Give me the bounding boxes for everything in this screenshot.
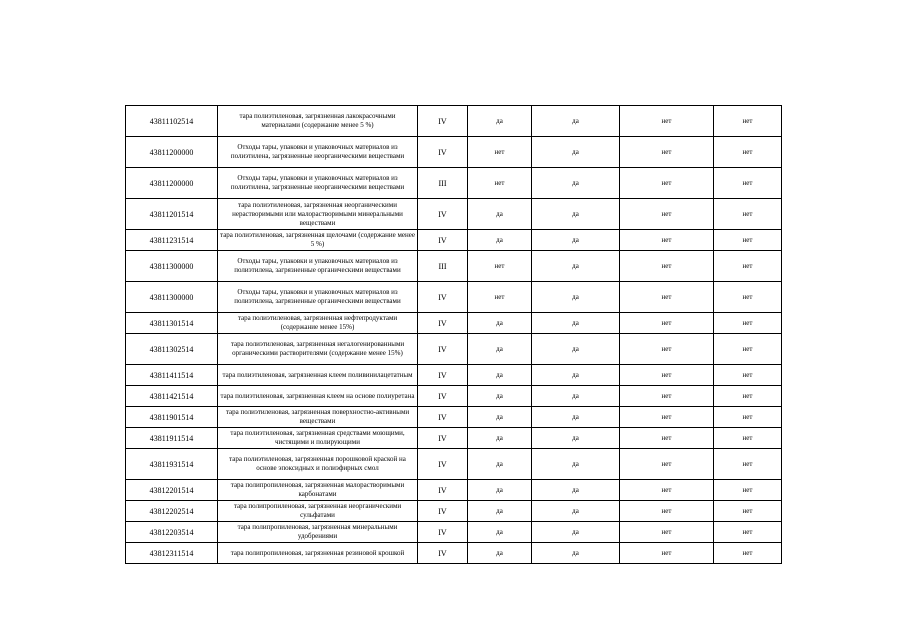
flag-cell-7: нет <box>714 449 782 480</box>
waste-code-cell: 43811201514 <box>126 199 218 230</box>
hazard-class-cell: IV <box>418 449 468 480</box>
flag-cell-5: да <box>532 199 620 230</box>
flag-cell-5: да <box>532 282 620 313</box>
flag-cell-4: нет <box>468 137 532 168</box>
waste-name-cell: тара полиэтиленовая, загрязненная клеем поливинилацетатным <box>218 365 418 386</box>
flag-cell-5: да <box>532 230 620 251</box>
flag-cell-7: нет <box>714 106 782 137</box>
hazard-class-cell: IV <box>418 522 468 543</box>
flag-cell-4: да <box>468 407 532 428</box>
flag-cell-6: нет <box>620 137 714 168</box>
flag-cell-7: нет <box>714 522 782 543</box>
table-row <box>126 251 782 282</box>
flag-cell-5: да <box>532 449 620 480</box>
waste-name-cell: Отходы тары, упаковки и упаковочных материалов из полиэтилена, загрязненные органическими веществами <box>218 282 418 313</box>
flag-cell-4: да <box>468 386 532 407</box>
waste-name-cell: тара полиэтиленовая, загрязненная порошковой краской на основе эпоксидных и полиэфирных смол <box>218 449 418 480</box>
flag-cell-5: да <box>532 137 620 168</box>
waste-name-cell: Отходы тары, упаковки и упаковочных материалов из полиэтилена, загрязненные неорганическими веществами <box>218 137 418 168</box>
waste-name-cell: Отходы тары, упаковки и упаковочных материалов из полиэтилена, загрязненные неорганическими веществами <box>218 168 418 199</box>
flag-cell-6: нет <box>620 449 714 480</box>
flag-cell-6: нет <box>620 543 714 564</box>
flag-cell-7: нет <box>714 543 782 564</box>
waste-code-cell: 43811911514 <box>126 428 218 449</box>
flag-cell-6: нет <box>620 501 714 522</box>
hazard-class-cell: IV <box>418 334 468 365</box>
flag-cell-5: да <box>532 251 620 282</box>
flag-cell-7: нет <box>714 230 782 251</box>
waste-table-body <box>126 106 782 564</box>
waste-code-cell: 43812201514 <box>126 480 218 501</box>
flag-cell-6: нет <box>620 251 714 282</box>
table-row <box>126 522 782 543</box>
hazard-class-cell: III <box>418 168 468 199</box>
flag-cell-6: нет <box>620 334 714 365</box>
flag-cell-7: нет <box>714 428 782 449</box>
flag-cell-6: нет <box>620 313 714 334</box>
flag-cell-4: нет <box>468 282 532 313</box>
table-row <box>126 106 782 137</box>
waste-name-cell: Отходы тары, упаковки и упаковочных материалов из полиэтилена, загрязненные органическими веществами <box>218 251 418 282</box>
hazard-class-cell: IV <box>418 407 468 428</box>
waste-code-cell: 43811102514 <box>126 106 218 137</box>
flag-cell-6: нет <box>620 428 714 449</box>
waste-code-cell: 43811301514 <box>126 313 218 334</box>
waste-name-cell: тара полиэтиленовая, загрязненная нефтепродуктами (содержание менее 15%) <box>218 313 418 334</box>
table-row <box>126 543 782 564</box>
waste-code-cell: 43811931514 <box>126 449 218 480</box>
flag-cell-7: нет <box>714 168 782 199</box>
flag-cell-5: да <box>532 334 620 365</box>
flag-cell-5: да <box>532 386 620 407</box>
flag-cell-5: да <box>532 501 620 522</box>
flag-cell-5: да <box>532 543 620 564</box>
table-row <box>126 334 782 365</box>
waste-name-cell: тара полиэтиленовая, загрязненная средствами моющими, чистящими и полирующими <box>218 428 418 449</box>
flag-cell-5: да <box>532 428 620 449</box>
hazard-class-cell: III <box>418 251 468 282</box>
waste-code-cell: 43812202514 <box>126 501 218 522</box>
table-row <box>126 199 782 230</box>
waste-name-cell: тара полиэтиленовая, загрязненная неорганическими нерастворимыми или малорастворимыми минеральными веществами <box>218 199 418 230</box>
waste-name-cell: тара полиэтиленовая, загрязненная щелочами (содержание менее 5 %) <box>218 230 418 251</box>
flag-cell-6: нет <box>620 480 714 501</box>
flag-cell-4: да <box>468 501 532 522</box>
flag-cell-7: нет <box>714 334 782 365</box>
flag-cell-4: да <box>468 480 532 501</box>
hazard-class-cell: IV <box>418 313 468 334</box>
hazard-class-cell: IV <box>418 137 468 168</box>
table-row <box>126 407 782 428</box>
flag-cell-5: да <box>532 522 620 543</box>
table-row <box>126 365 782 386</box>
flag-cell-5: да <box>532 106 620 137</box>
hazard-class-cell: IV <box>418 365 468 386</box>
waste-name-cell: тара полиэтиленовая, загрязненная поверхностно-активными веществами <box>218 407 418 428</box>
table-row <box>126 282 782 313</box>
waste-code-cell: 43811421514 <box>126 386 218 407</box>
flag-cell-7: нет <box>714 365 782 386</box>
flag-cell-6: нет <box>620 168 714 199</box>
table-row <box>126 386 782 407</box>
waste-code-cell: 43811200000 <box>126 137 218 168</box>
flag-cell-5: да <box>532 480 620 501</box>
table-row <box>126 449 782 480</box>
table-row <box>126 313 782 334</box>
flag-cell-7: нет <box>714 501 782 522</box>
flag-cell-6: нет <box>620 282 714 313</box>
hazard-class-cell: IV <box>418 282 468 313</box>
flag-cell-4: нет <box>468 168 532 199</box>
flag-cell-6: нет <box>620 522 714 543</box>
waste-name-cell: тара полипропиленовая, загрязненная резиновой крошкой <box>218 543 418 564</box>
flag-cell-7: нет <box>714 251 782 282</box>
flag-cell-7: нет <box>714 282 782 313</box>
waste-name-cell: тара полиэтиленовая, загрязненная клеем на основе полиуретана <box>218 386 418 407</box>
flag-cell-6: нет <box>620 106 714 137</box>
flag-cell-4: да <box>468 365 532 386</box>
flag-cell-6: нет <box>620 230 714 251</box>
hazard-class-cell: IV <box>418 199 468 230</box>
hazard-class-cell: IV <box>418 106 468 137</box>
hazard-class-cell: IV <box>418 428 468 449</box>
flag-cell-6: нет <box>620 386 714 407</box>
flag-cell-4: да <box>468 449 532 480</box>
waste-name-cell: тара полипропиленовая, загрязненная малорастворимыми карбонатами <box>218 480 418 501</box>
hazard-class-cell: IV <box>418 543 468 564</box>
flag-cell-7: нет <box>714 137 782 168</box>
flag-cell-5: да <box>532 313 620 334</box>
table-row <box>126 137 782 168</box>
hazard-class-cell: IV <box>418 386 468 407</box>
hazard-class-cell: IV <box>418 501 468 522</box>
flag-cell-4: да <box>468 106 532 137</box>
waste-name-cell: тара полипропиленовая, загрязненная неорганическими сульфатами <box>218 501 418 522</box>
flag-cell-4: да <box>468 334 532 365</box>
flag-cell-7: нет <box>714 480 782 501</box>
table-row <box>126 168 782 199</box>
flag-cell-4: да <box>468 543 532 564</box>
flag-cell-5: да <box>532 365 620 386</box>
flag-cell-5: да <box>532 168 620 199</box>
waste-table <box>125 105 782 564</box>
waste-code-cell: 43811901514 <box>126 407 218 428</box>
hazard-class-cell: IV <box>418 230 468 251</box>
waste-code-cell: 43811411514 <box>126 365 218 386</box>
waste-code-cell: 43811300000 <box>126 251 218 282</box>
hazard-class-cell: IV <box>418 480 468 501</box>
flag-cell-7: нет <box>714 313 782 334</box>
waste-name-cell: тара полипропиленовая, загрязненная минеральными удобрениями <box>218 522 418 543</box>
flag-cell-7: нет <box>714 386 782 407</box>
flag-cell-4: да <box>468 313 532 334</box>
table-row <box>126 230 782 251</box>
table-row <box>126 428 782 449</box>
waste-code-cell: 43811231514 <box>126 230 218 251</box>
flag-cell-4: да <box>468 199 532 230</box>
flag-cell-7: нет <box>714 407 782 428</box>
flag-cell-4: да <box>468 230 532 251</box>
flag-cell-5: да <box>532 407 620 428</box>
waste-code-cell: 43812311514 <box>126 543 218 564</box>
table-row <box>126 501 782 522</box>
waste-code-cell: 43811200000 <box>126 168 218 199</box>
flag-cell-7: нет <box>714 199 782 230</box>
flag-cell-6: нет <box>620 365 714 386</box>
waste-code-cell: 43812203514 <box>126 522 218 543</box>
flag-cell-4: да <box>468 428 532 449</box>
waste-code-cell: 43811300000 <box>126 282 218 313</box>
waste-code-cell: 43811302514 <box>126 334 218 365</box>
table-row <box>126 480 782 501</box>
waste-name-cell: тара полиэтиленовая, загрязненная негалогенированными органическими растворителями (содержание менее 15%) <box>218 334 418 365</box>
waste-name-cell: тара полиэтиленовая, загрязненная лакокрасочными материалами (содержание менее 5 %) <box>218 106 418 137</box>
flag-cell-6: нет <box>620 199 714 230</box>
flag-cell-6: нет <box>620 407 714 428</box>
flag-cell-4: нет <box>468 251 532 282</box>
flag-cell-4: да <box>468 522 532 543</box>
